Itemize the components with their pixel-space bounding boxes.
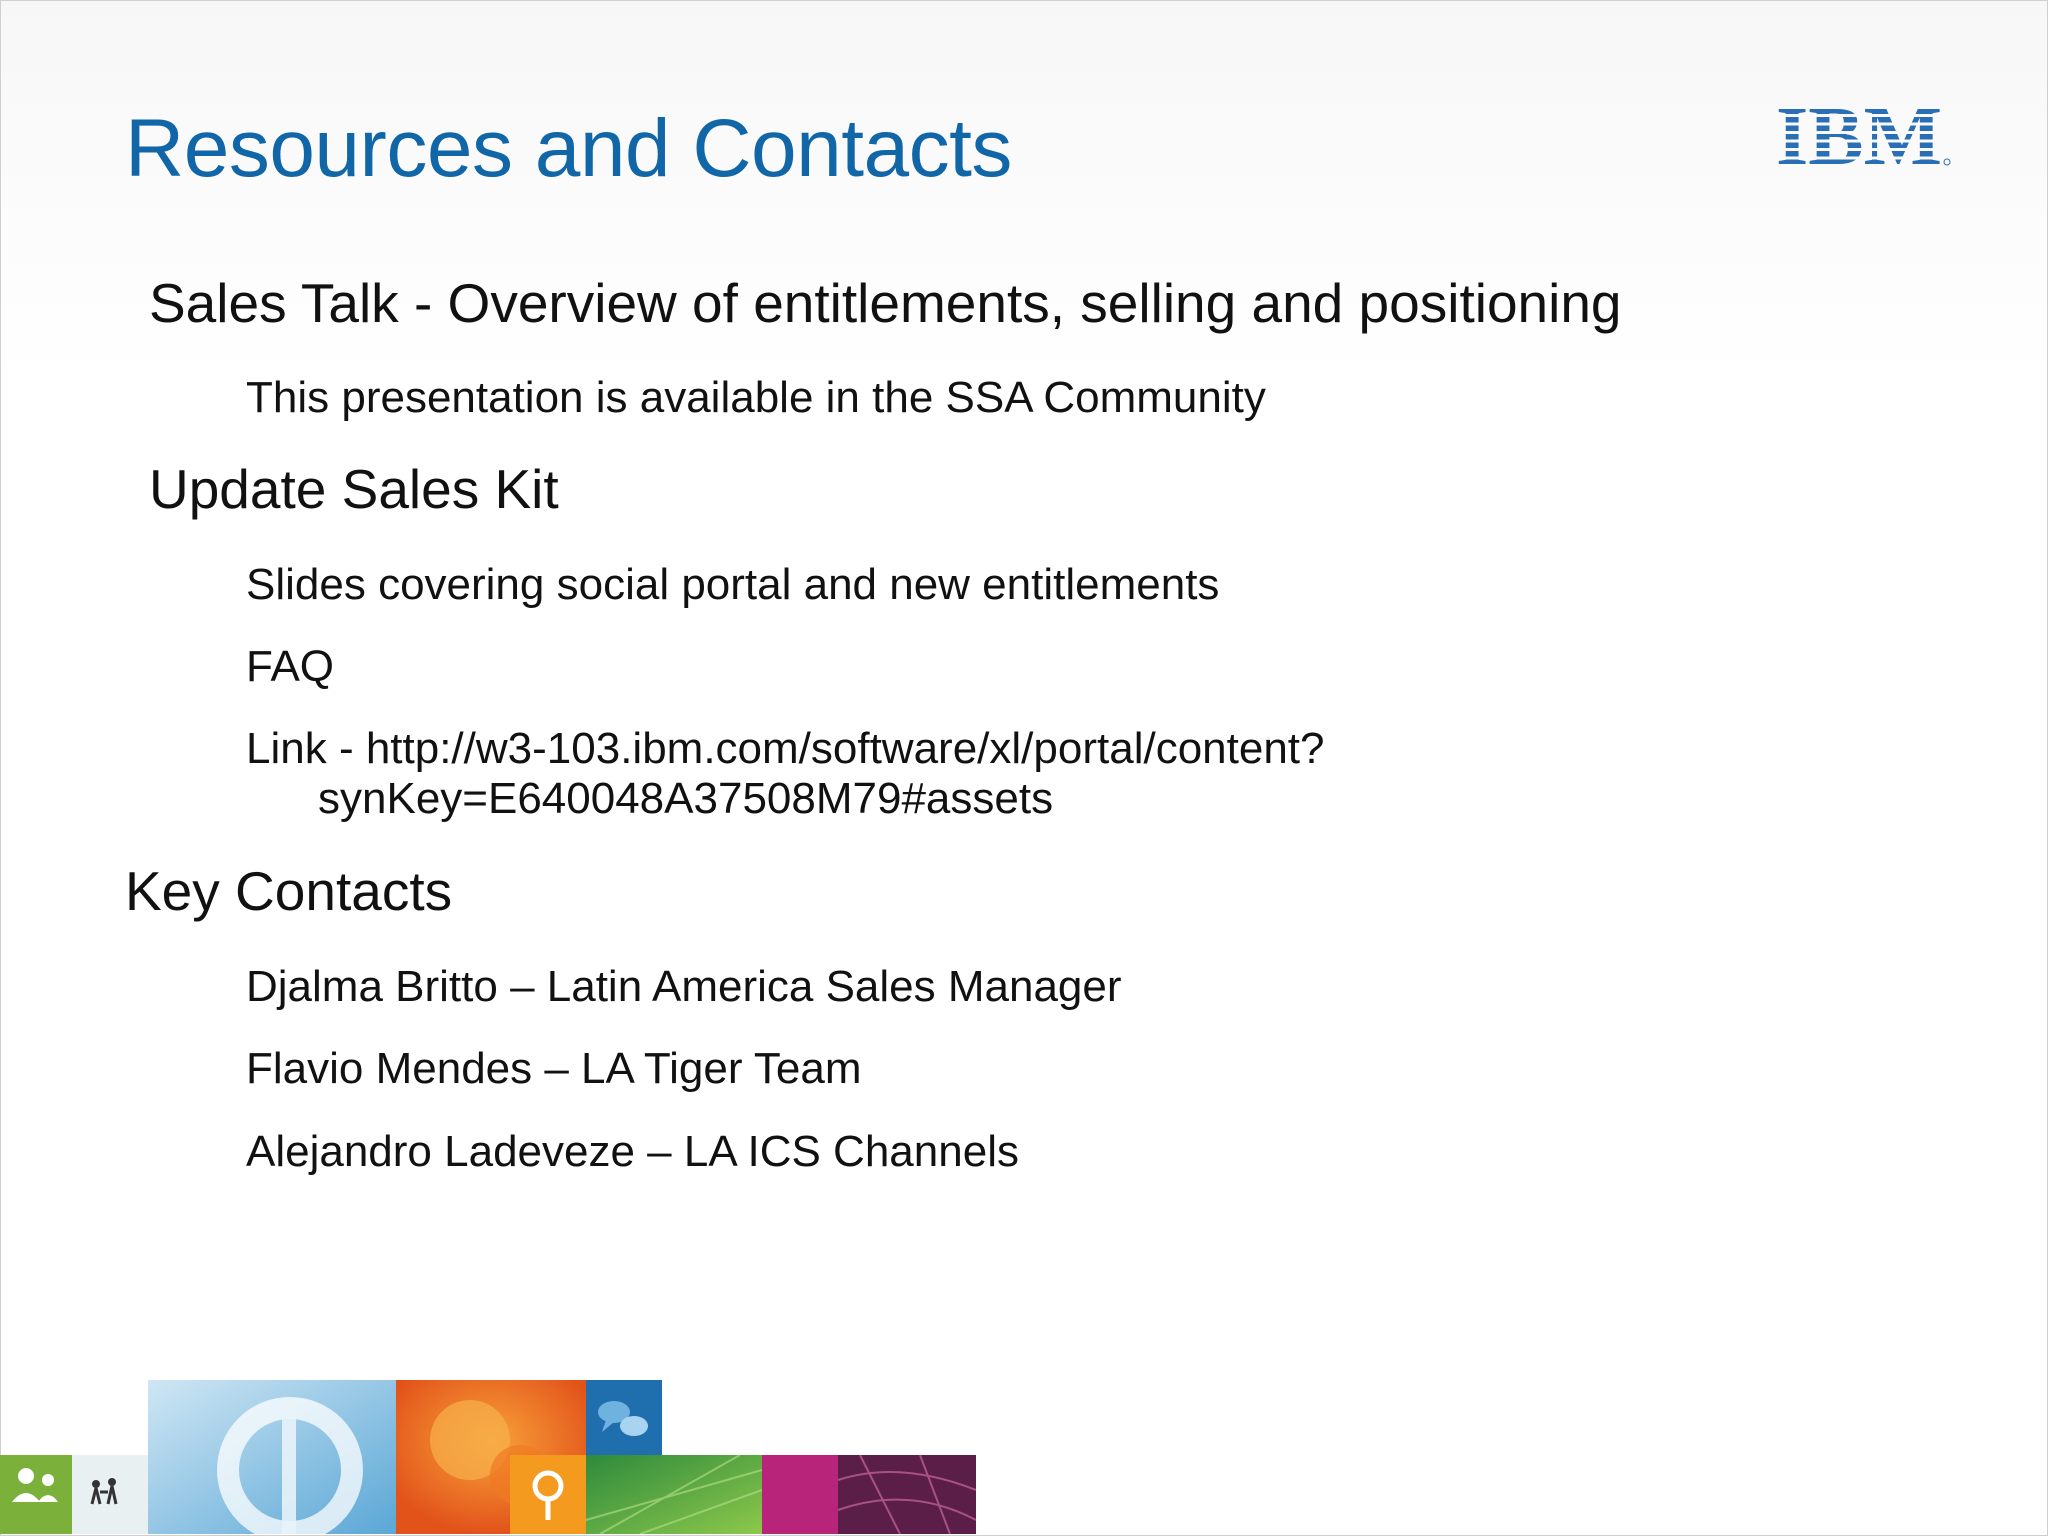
list-item: Slides covering social portal and new entitlements: [246, 560, 1220, 609]
ibm-logo: [1776, 100, 1952, 168]
portal-link-line2[interactable]: synKey=E640048A37508M79#assets: [318, 774, 1054, 823]
list-item: FAQ: [246, 642, 335, 691]
portal-link-line1[interactable]: Link - http://w3-103.ibm.com/software/xl/portal/content?: [246, 724, 1325, 773]
contact-item: Alejandro Ladeveze – LA ICS Channels: [246, 1127, 1019, 1176]
list-item: This presentation is available in the SSA Community: [246, 373, 1266, 422]
portal-link[interactable]: [246, 724, 1325, 824]
contact-item: Flavio Mendes – LA Tiger Team: [246, 1044, 862, 1093]
update-sales-kit-heading: Update Sales Kit: [149, 458, 559, 520]
sales-talk-heading: Sales Talk - Overview of entitlements, selling and positioning: [149, 272, 1622, 334]
key-contacts-heading: Key Contacts: [125, 860, 453, 922]
decorative-photo-strip: [0, 1380, 976, 1534]
slide-title: Resources and Contacts: [125, 103, 1012, 194]
contact-item: Djalma Britto – Latin America Sales Manager: [246, 962, 1122, 1011]
